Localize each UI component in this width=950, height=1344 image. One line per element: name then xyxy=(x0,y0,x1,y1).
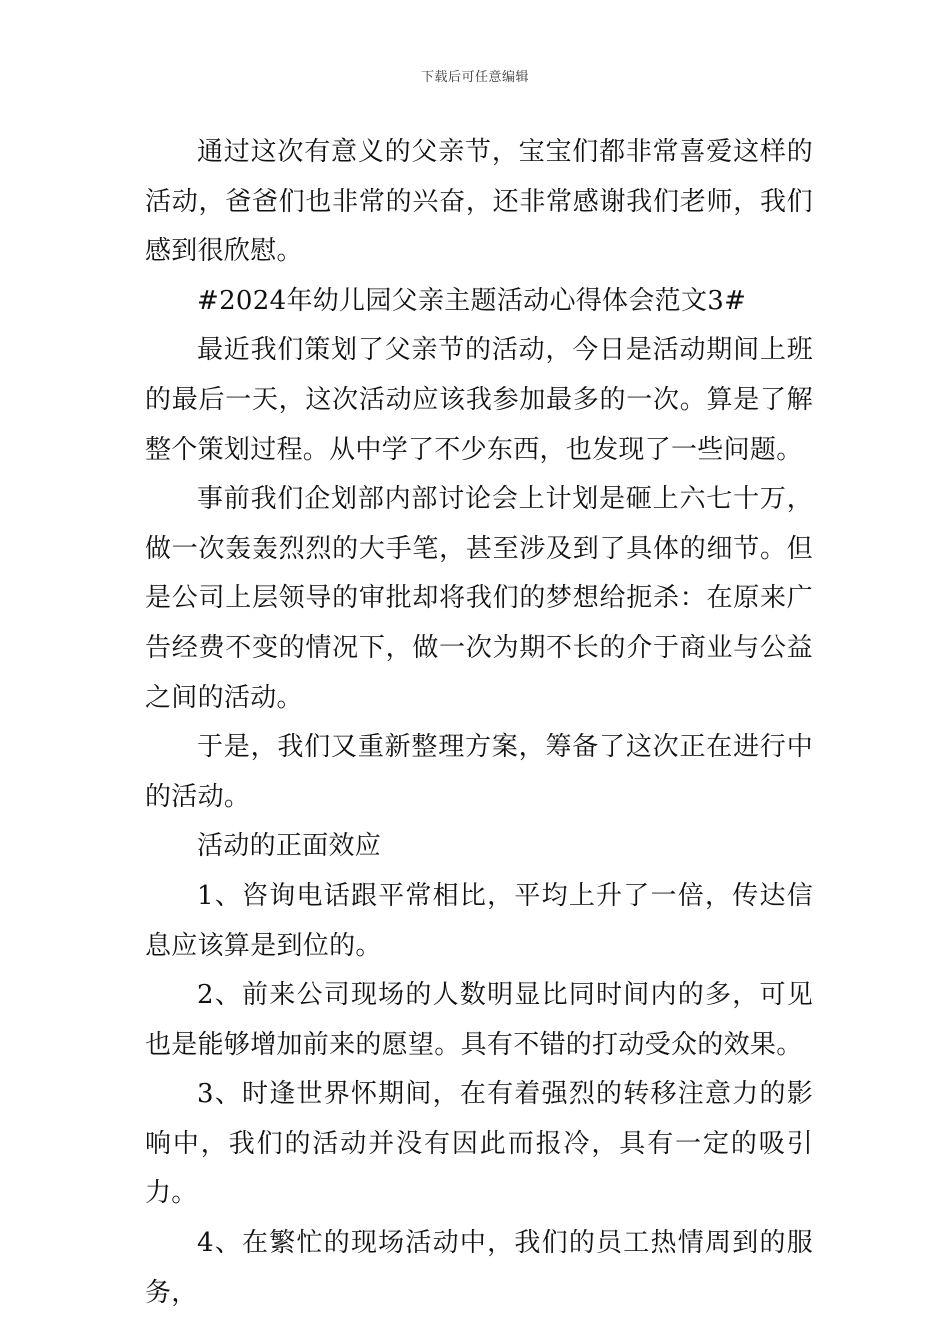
document-body xyxy=(145,128,813,1318)
paragraph: 事前我们企划部内部讨论会上计划是砸上六七十万，做一次轰轰烈烈的大手笔，甚至涉及到了具体的细节。但是公司上层领导的审批却将我们的梦想给扼杀：在原来广告经费不变的情况下，做一次为期不长的介于商业与公益之间的活动。 xyxy=(145,484,813,713)
paragraph: 于是，我们又重新整理方案，筹备了这次正在进行中的活动。 xyxy=(145,732,813,812)
page-header: 下载后可任意编辑 xyxy=(420,70,529,85)
paragraph: 最近我们策划了父亲节的活动，今日是活动期间上班的最后一天，这次活动应该我参加最多的一次。算是了解整个策划过程。从中学了不少东西，也发现了一些问题。 xyxy=(145,335,813,465)
section-heading: #2024年幼儿园父亲主题活动心得体会范文3# xyxy=(197,285,747,316)
paragraph: 通过这次有意义的父亲节，宝宝们都非常喜爱这样的活动，爸爸们也非常的兴奋，还非常感谢我们老师，我们感到很欣慰。 xyxy=(145,137,813,267)
list-item: 3、时逢世界怀期间，在有着强烈的转移注意力的影响中，我们的活动并没有因此而报冷，具有一定的吸引力。 xyxy=(145,1079,813,1209)
list-item: 1、咨询电话跟平常相比，平均上升了一倍，传达信息应该算是到位的。 xyxy=(145,880,813,961)
list-item: 2、前来公司现场的人数明显比同时间内的多，可见也是能够增加前来的愿望。具有不错的打动受众的效果。 xyxy=(145,980,813,1060)
subheading: 活动的正面效应 xyxy=(197,831,382,862)
list-item: 4、在繁忙的现场活动中，我们的员工热情周到的服务， xyxy=(145,1228,813,1308)
